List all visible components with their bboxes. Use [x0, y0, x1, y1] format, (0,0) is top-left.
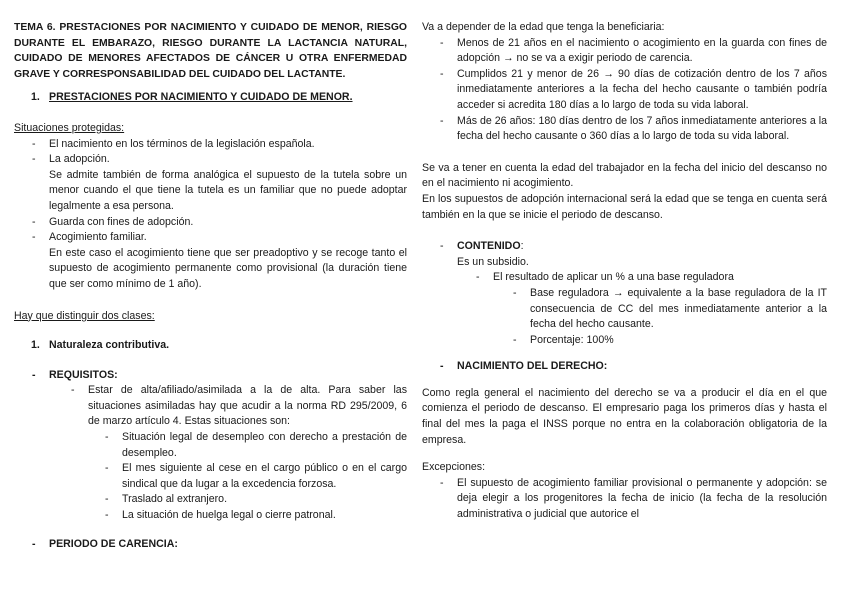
- clase1-text: Naturaleza contributiva.: [49, 339, 170, 352]
- document-title: TEMA 6. PRESTACIONES POR NACIMIENTO Y CUIDADO DE MENOR, RIESGO DURANTE EL EMBARAZO, RIESGO DURANTE LA LACTANCIA NATURAL, CUIDADO DE MENORES AFECTADOS DE CÁNCER U OTRA ENFERMEDAD GRAVE Y CORRESPONSABILIDAD DEL CUIDADO DEL LACTANTE.: [14, 22, 407, 80]
- excepciones-heading: Excepciones:: [422, 461, 486, 474]
- clase1-heading: [31, 338, 407, 354]
- edad-item: - Cumplidos 21 y menor de 26 → 90 días de cotización dentro de los 7 años inmediatamente anteriores a la fecha del hecho causante o también podría acceder si acredita 180 días a lo largo de toda su vida laboral.: [457, 67, 827, 114]
- right-column: [422, 20, 827, 523]
- asimilada-item: - El mes siguiente al cese en el cargo público o en el cargo sindical que da lugar a la excedencia forzosa.: [122, 461, 407, 492]
- porcentaje-item: - Porcentaje: 100%: [530, 333, 827, 349]
- section1-heading-text: PRESTACIONES POR NACIMIENTO Y CUIDADO DE MENOR.: [49, 91, 353, 104]
- resultado-item: - El resultado de aplicar un % a una base reguladora: [493, 270, 827, 286]
- contenido-heading: - CONTENIDO:: [457, 239, 827, 255]
- requisito-main: - Estar de alta/afiliado/asimilada a la de alta. Para saber las situaciones asimiladas hay que acudir a la norma RD 295/2009, 6 de marzo artículo 4. Estas situaciones son:: [88, 383, 407, 430]
- requisitos-heading: - REQUISITOS:: [49, 368, 407, 384]
- carencia-heading: - PERIODO DE CARENCIA:: [49, 537, 407, 553]
- situacion-item: - El nacimiento en los términos de la legislación española.: [49, 137, 407, 153]
- arrow-right-icon: [503, 52, 514, 64]
- edad-item: - Más de 26 años: 180 días dentro de los 7 años inmediatamente anteriores a la fecha del hecho causante o 360 días a lo largo de toda su vida laboral.: [457, 114, 827, 145]
- left-column: [14, 20, 407, 552]
- asimilada-item: - Traslado al extranjero.: [122, 492, 407, 508]
- subsidio-text: Es un subsidio.: [457, 255, 529, 268]
- section1-heading: [31, 90, 407, 106]
- nacimiento-heading: - NACIMIENTO DEL DERECHO:: [457, 359, 827, 375]
- arrow-right-icon: [613, 287, 624, 299]
- situacion-note: Se admite también de forma analógica el supuesto de la tutela sobre un menor cuando el que tiene la tutela es un familiar que no puede adoptar legalmente a esa persona.: [49, 168, 407, 212]
- arrow-right-icon: [603, 68, 614, 80]
- situacion-item: - Guarda con fines de adopción.: [49, 215, 407, 231]
- asimilada-item: - Situación legal de desempleo con derecho a prestación de desempleo.: [122, 430, 407, 461]
- clases-heading: Hay que distinguir dos clases:: [14, 309, 155, 322]
- situacion-item: - La adopción.: [49, 152, 407, 168]
- situaciones-heading: Situaciones protegidas:: [14, 121, 125, 134]
- paragraph-adopcion-internacional: En los supuestos de adopción internacional será la edad que se tenga en cuenta será también en la que se inicie el periodo de descanso.: [422, 192, 827, 221]
- clase1-number: 1.: [31, 339, 40, 352]
- paragraph-nacimiento: Como regla general el nacimiento del derecho se va a producir el día en el que comienza el periodo de descanso. El empresario paga los primeros días y hasta el final del mes la paga el INSS porque no entra en la colaboración obligatoria de la empresa.: [422, 386, 827, 446]
- situacion-note: En este caso el acogimiento tiene que ser preadoptivo y se recoge tanto el supuesto de acogimiento permanente como provisional (la duración tiene que ser como mínimo de 1 año).: [49, 246, 407, 290]
- edad-intro: Va a depender de la edad que tenga la beneficiaria:: [422, 21, 665, 33]
- situacion-item: - Acogimiento familiar.: [49, 230, 407, 246]
- excepcion-item: - El supuesto de acogimiento familiar provisional o permanente y adopción: se deja elegir a los progenitores la fecha de inicio (la fecha de la resolución administrativa o judicial que autorice el: [457, 476, 827, 523]
- base-reguladora-item: - Base reguladora → equivalente a la base reguladora de la IT consecuencia de CC del mes inmediatamente anterior a la fecha del hecho causante.: [530, 286, 827, 333]
- asimilada-item: - La situación de huelga legal o cierre patronal.: [122, 508, 407, 524]
- paragraph-edad-trabajador: Se va a tener en cuenta la edad del trabajador en la fecha del inicio del descanso no en el nacimiento ni acogimiento.: [422, 161, 827, 190]
- section1-number: 1.: [31, 91, 40, 104]
- edad-item: - Menos de 21 años en el nacimiento o acogimiento en la guarda con fines de adopción → no se va a exigir periodo de carencia.: [457, 36, 827, 67]
